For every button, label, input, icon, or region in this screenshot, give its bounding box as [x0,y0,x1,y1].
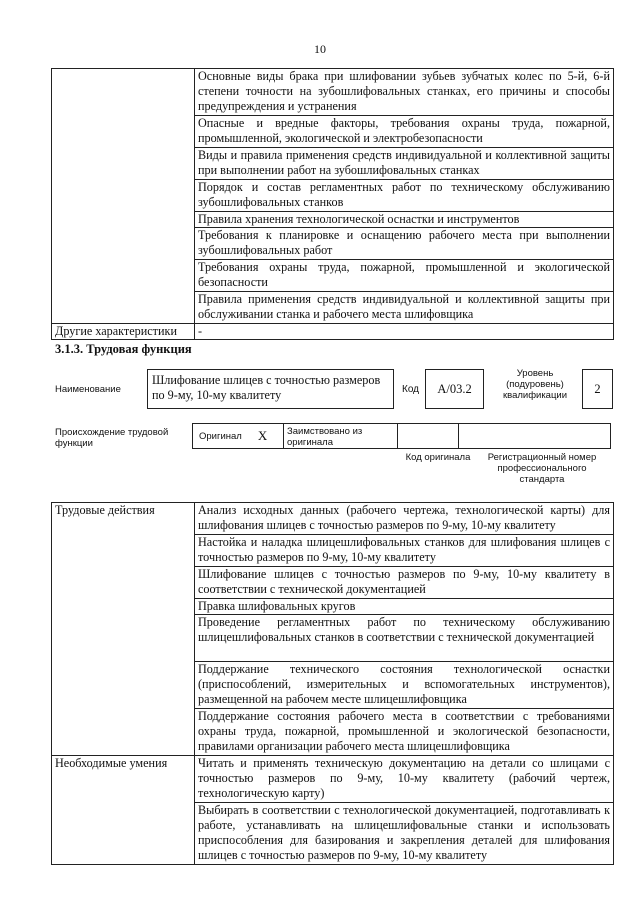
actions-table [51,502,614,865]
empty-cell [458,423,611,449]
table-cell: Порядок и состав регламентных работ по техническому обслуживанию зубошлифовальных станков [195,180,614,212]
page-number: 10 [314,42,326,56]
origin-row [193,423,614,449]
table-row [52,69,614,116]
other-characteristics-label: Другие характеристики [52,324,195,340]
code-label: Код [402,384,420,395]
original-label: Оригинал [199,430,242,442]
empty-cell [397,423,459,449]
original-cell [192,423,284,449]
table-cell: Настойка и наладка шлицешлифовальных станков для шлифования шлицев с точностью размеров по 9-му, 10-му квалитету [195,535,614,567]
table-cell: Выбирать в соответствии с технологической документацией, подготавливать к работе, устанавливать на шлицешлифовальные станки и использовать приспособления для базирования и закрепления деталей для шлифования шлицев с точностью размеров по 9-му, 10-му квалитету [195,803,614,865]
table-cell: Поддержание состояния рабочего места в соответствии с требованиями охраны труда, пожарной, промышленной и экологической безопасности, правилами организации рабочего места шлицешлифовщика [195,709,614,756]
table-cell: Поддержание технического состояния технологической оснастки (приспособлений, измерительных и вспомогательных инструментов), размещенной на рабочем месте шлицешлифовщика [195,662,614,709]
table-cell: Читать и применять техническую документацию на детали со шлицами с точностью размеров по 9-му, 10-му квалитету (рабочий чертеж, технологическую карту) [195,756,614,803]
name-label: Наименование [55,384,121,395]
other-characteristics-value: - [195,324,614,340]
level-value: 2 [582,369,613,409]
table-label-cell [52,69,195,324]
table-cell: Правка шлифовальных кругов [195,599,614,615]
table-cell: Шлифование шлицев с точностью размеров по 9-му, 10-му квалитету в соответствии с технической документацией [195,567,614,599]
origin-label: Происхождение трудовой функции [55,427,169,449]
table-cell: Правила хранения технологической оснастки и инструментов [195,212,614,228]
code-original-caption: Код оригинала [405,452,471,463]
table-cell: Требования к планировке и оснащению рабочего места при выполнении зубошлифовальных работ [195,228,614,260]
table-cell: Требования охраны труда, пожарной, промышленной и экологической безопасности [195,260,614,292]
table-cell: Основные виды брака при шлифовании зубьев зубчатых колес по 5-й, 6-й степени точности на зубошлифовальных станках, его причины и способы предупреждения и устранения [195,69,614,116]
table-cell: Опасные и вредные факторы, требования охраны труда, пожарной, промышленной, экологической и электробезопасности [195,116,614,148]
table-row [52,324,614,340]
borrowed-label: Заимствовано из оригинала [283,423,398,449]
reg-number-caption: Регистрационный номер профессионального стандарта [487,452,597,485]
table-row [52,503,614,535]
original-mark: X [257,428,268,443]
knowledge-table [51,68,614,340]
table-row [52,756,614,803]
table-cell: Проведение регламентных работ по техническому обслуживанию шлицешлифовальных станков в соответствии с технической документацией [195,615,614,662]
level-label: Уровень (подуровень) квалификации [502,368,568,401]
table-cell: Виды и правила применения средств индивидуальной и коллективной защиты при выполнении работ на зубошлифовальных станках [195,148,614,180]
section-heading: 3.1.3. Трудовая функция [55,342,192,356]
function-code-value: А/03.2 [425,369,484,409]
skills-label: Необходимые умения [52,756,195,865]
table-cell: Анализ исходных данных (рабочего чертежа, технологической карты) для шлифования шлицев с точностью размеров по 9-му, 10-му квалитету [195,503,614,535]
function-name-value: Шлифование шлицев с точностью размеров по 9-му, 10-му квалитету [147,369,394,409]
table-cell: Правила применения средств индивидуальной и коллективной защиты при обслуживании станка и рабочего места шлифовщика [195,292,614,324]
actions-label: Трудовые действия [52,503,195,756]
